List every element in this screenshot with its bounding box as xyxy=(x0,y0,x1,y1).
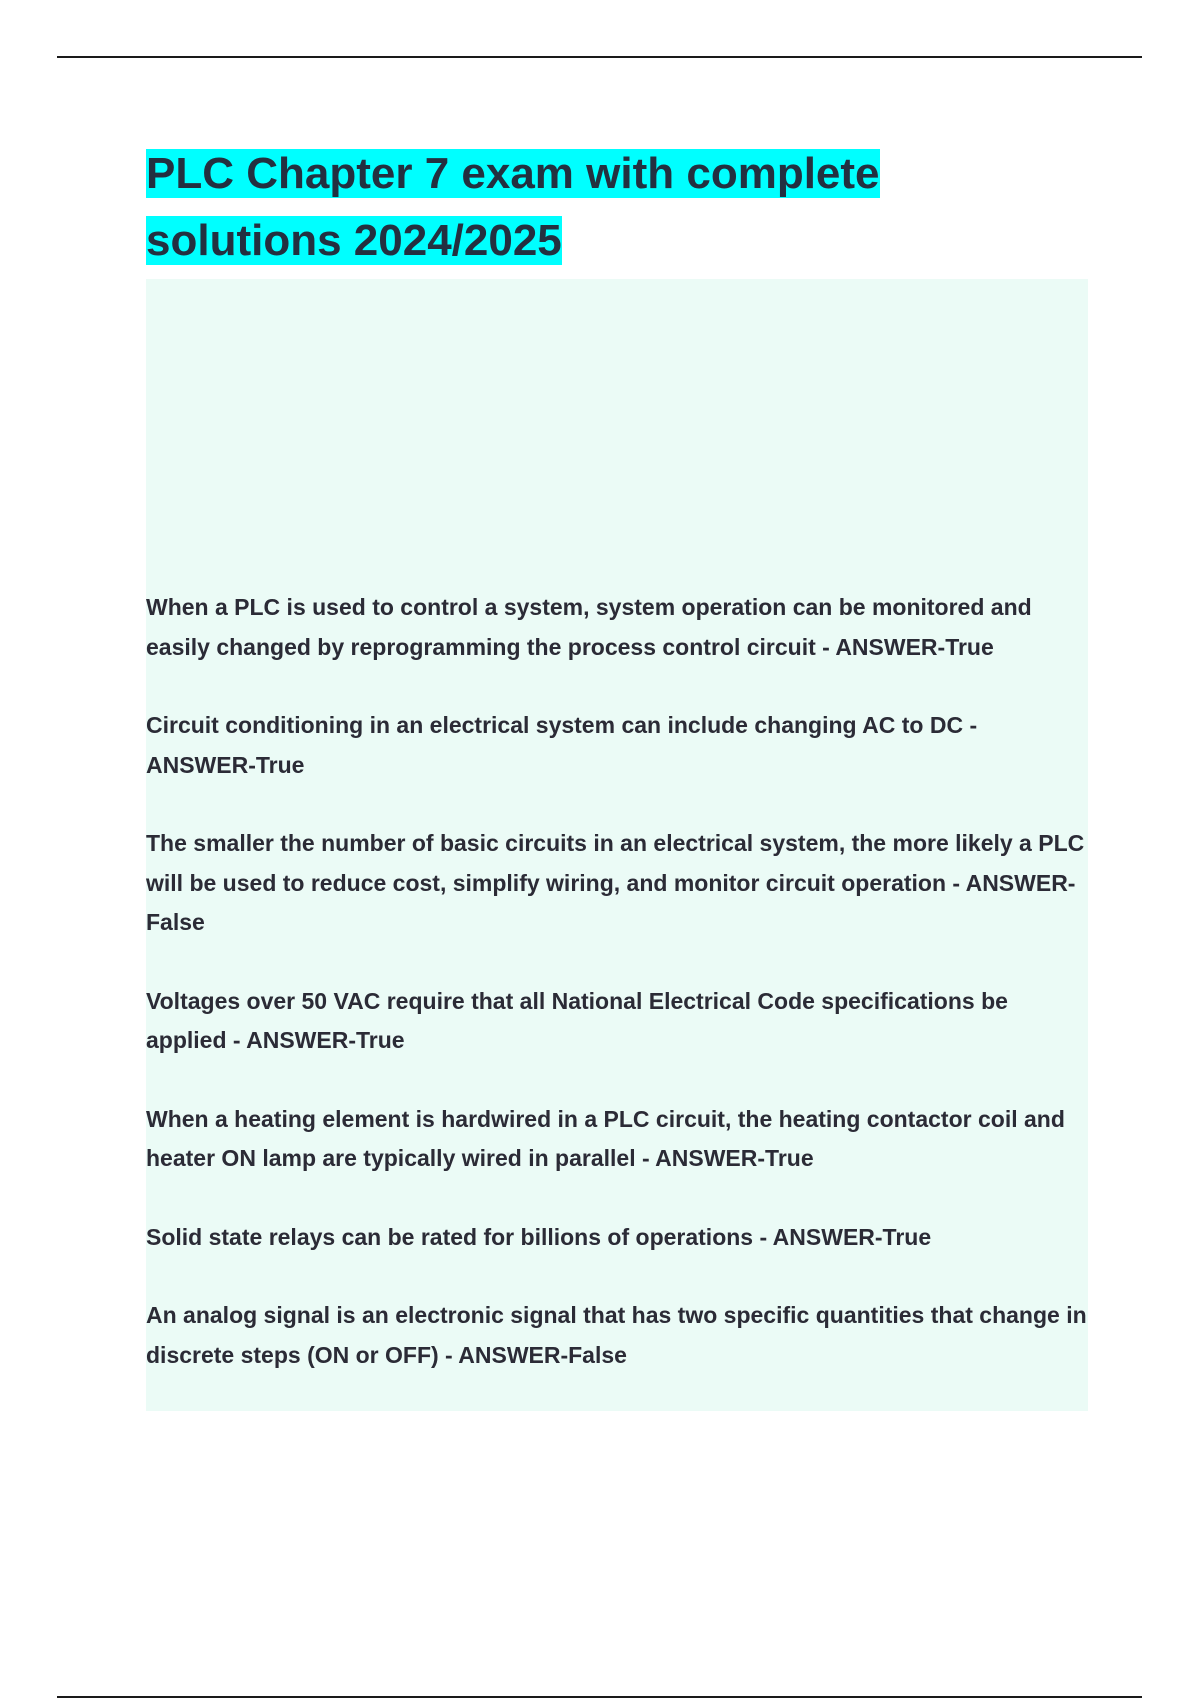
qa-item: Solid state relays can be rated for billions of operations - ANSWER-True xyxy=(146,1223,932,1250)
title-line-1: PLC Chapter 7 exam with complete xyxy=(146,149,880,198)
qa-item: Voltages over 50 VAC require that all National Electrical Code specifications be applied - ANSWER-True xyxy=(146,987,1008,1053)
qa-item: When a heating element is hardwired in a PLC circuit, the heating contactor coil and heater ON lamp are typically wired in parallel - ANSWER-True xyxy=(146,1105,1065,1171)
qa-item: An analog signal is an electronic signal that has two specific quantities that change in discrete steps (ON or OFF) - ANSWER-False xyxy=(146,1302,1087,1368)
qa-item: Circuit conditioning in an electrical system can include changing AC to DC - ANSWER-True xyxy=(146,712,978,778)
qa-item: When a PLC is used to control a system, system operation can be monitored and easily changed by reprogramming the process control circuit - ANSWER-True xyxy=(146,594,1032,660)
bottom-rule xyxy=(57,1696,1142,1698)
qa-list xyxy=(146,588,1088,1414)
top-rule xyxy=(57,56,1142,58)
title-line-2: solutions 2024/2025 xyxy=(146,216,562,265)
page-title xyxy=(146,140,1106,274)
qa-item: The smaller the number of basic circuits in an electrical system, the more likely a PLC will be used to reduce cost, simplify wiring, and monitor circuit operation - ANSWER-False xyxy=(146,830,1085,935)
